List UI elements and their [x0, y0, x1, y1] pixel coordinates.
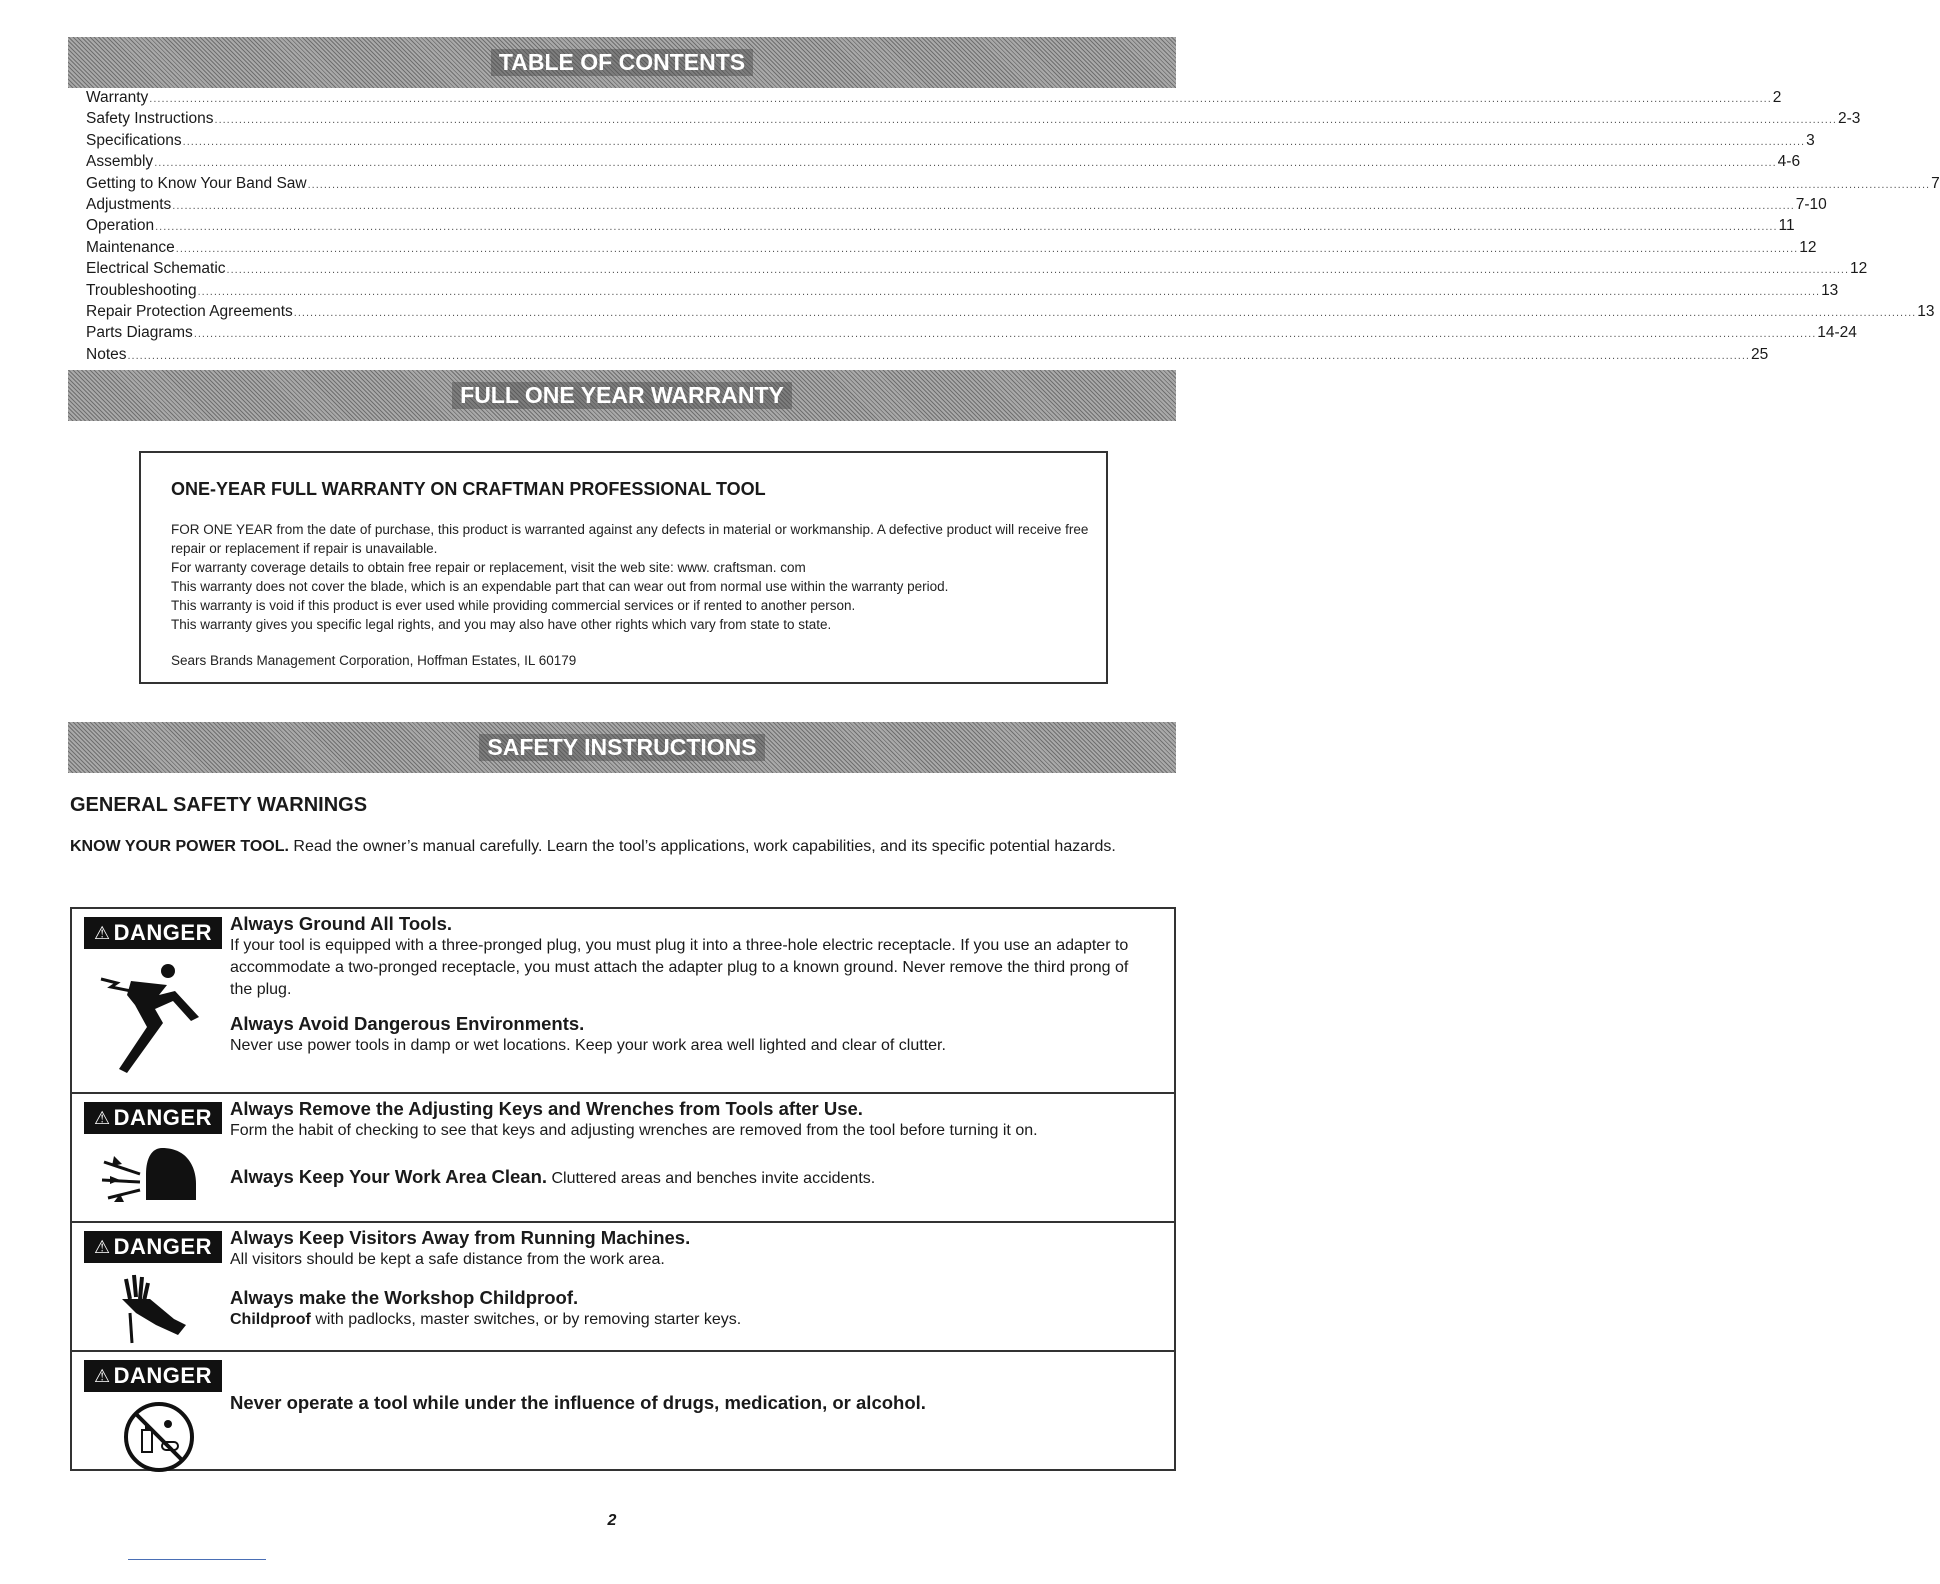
toc-leader-dots: ................................................................................................................................................................................................................................................................................................................................................................................................................ [197, 285, 1821, 298]
toc-leader-dots: ................................................................................................................................................................................................................................................................................................................................................................................................................ [307, 178, 1931, 191]
toc-entry-page: 2 [1772, 89, 1782, 106]
toc-entry-page: 4-6 [1777, 153, 1801, 171]
toc-entry [86, 174, 1940, 196]
warranty-paragraph: This warranty does not cover the blade, which is an expendable part that can wear out from normal use within the warranty period. [171, 579, 949, 594]
toc-entry-label: Adjustments [86, 195, 172, 213]
toc-leader-dots: ................................................................................................................................................................................................................................................................................................................................................................................................................ [226, 264, 1850, 277]
toc-entry-page: 12 [1799, 238, 1817, 256]
warning-triangle-icon: ⚠ [94, 1107, 111, 1128]
table-of-contents [86, 89, 1940, 367]
toc-entry-label: Parts Diagrams [86, 324, 193, 342]
know-your-tool-text: Read the owner’s manual carefully. Learn the tool’s applications, work capabilities, and its specific potential hazards. [288, 838, 1116, 855]
warranty-title: ONE-YEAR FULL WARRANTY ON CRAFTMAN PROFESSIONAL TOOL [171, 479, 766, 499]
toc-entry [86, 153, 1801, 174]
toc-entry-label: Safety Instructions [86, 110, 214, 128]
danger-text: Form the habit of checking to see that keys and adjusting wrenches are removed from the tool before turning it on. [230, 1122, 1038, 1139]
toc-entry-page: 3 [1806, 131, 1815, 149]
toc-leader-dots: ................................................................................................................................................................................................................................................................................................................................................................................................................ [127, 349, 1750, 362]
toc-entry-page: 25 [1750, 345, 1769, 363]
danger-label: DANGER [113, 1363, 212, 1388]
toc-banner [68, 37, 1176, 88]
danger-badge [84, 917, 222, 949]
danger-content [230, 1098, 1154, 1190]
danger-heading: Always Keep Your Work Area Clean. [230, 1166, 548, 1187]
toc-leader-dots: ................................................................................................................................................................................................................................................................................................................................................................................................................ [293, 306, 1917, 319]
toc-entry-label: Electrical Schematic [86, 260, 226, 278]
page-number: 2 [607, 1512, 617, 1529]
danger-heading: Always Remove the Adjusting Keys and Wrenches from Tools after Use. [230, 1098, 863, 1119]
toc-entry [86, 324, 1857, 345]
toc-leader-dots: ................................................................................................................................................................................................................................................................................................................................................................................................................ [154, 157, 1777, 170]
toc-entry-label: Getting to Know Your Band Saw [86, 174, 307, 192]
danger-text: with padlocks, master switches, or by removing starter keys. [310, 1311, 742, 1328]
danger-box-grounding [70, 907, 1176, 1094]
danger-heading: Never operate a tool while under the influence of drugs, medication, or alcohol. [230, 1392, 926, 1413]
toc-entry [86, 195, 1827, 217]
toc-banner-title: TABLE OF CONTENTS [491, 49, 753, 76]
know-your-tool-paragraph [70, 835, 1150, 858]
toc-leader-dots: ................................................................................................................................................................................................................................................................................................................................................................................................................ [172, 199, 1795, 212]
warranty-text [171, 520, 1091, 634]
toc-entry [86, 217, 1795, 238]
danger-heading: Always Ground All Tools. [230, 913, 453, 934]
toc-entry-page: 2-3 [1837, 110, 1861, 128]
danger-content [230, 1227, 1154, 1331]
toc-leader-dots: ................................................................................................................................................................................................................................................................................................................................................................................................................ [214, 114, 1837, 127]
toc-leader-dots: ................................................................................................................................................................................................................................................................................................................................................................................................................ [175, 242, 1799, 255]
danger-content [230, 1392, 1154, 1414]
warranty-paragraph: FOR ONE YEAR from the date of purchase, this product is warranted against any defects in material or workmanship. A defective product will receive free repair or replacement if repair is unavailable. [171, 522, 1089, 556]
warranty-box [139, 451, 1108, 684]
danger-text-bold: Childproof [230, 1311, 311, 1328]
toc-entry-page: 11 [1778, 217, 1795, 235]
toc-entry-label: Notes [86, 345, 127, 363]
danger-text: Never use power tools in damp or wet locations. Keep your work area well lighted and clear of clutter. [230, 1037, 946, 1054]
toc-leader-dots: ................................................................................................................................................................................................................................................................................................................................................................................................................ [149, 93, 1772, 105]
danger-label: DANGER [113, 1234, 212, 1259]
know-your-tool-lead: KNOW YOUR POWER TOOL. [70, 838, 289, 855]
toc-leader-dots: ................................................................................................................................................................................................................................................................................................................................................................................................................ [155, 221, 1778, 234]
danger-badge [84, 1231, 222, 1263]
warning-triangle-icon: ⚠ [94, 922, 111, 943]
toc-entry-label: Repair Protection Agreements [86, 302, 293, 320]
hand-injury-icon [112, 1273, 192, 1345]
danger-heading: Always Keep Visitors Away from Running Machines. [230, 1227, 691, 1248]
warranty-banner [68, 370, 1176, 421]
danger-text: All visitors should be kept a safe distance from the work area. [230, 1251, 665, 1268]
warranty-banner-title: FULL ONE YEAR WARRANTY [452, 382, 792, 409]
warranty-paragraph: This warranty gives you specific legal rights, and you may also have other rights which vary from state to state. [171, 617, 832, 632]
toc-entry [86, 110, 1861, 131]
warranty-paragraph: This warranty is void if this product is ever used while providing commercial services or if rented to another person. [171, 598, 856, 613]
danger-heading: Always make the Workshop Childproof. [230, 1287, 579, 1308]
danger-heading: Always Avoid Dangerous Environments. [230, 1013, 585, 1034]
toc-entry-page: 7 [1931, 174, 1940, 192]
danger-line [230, 1166, 1154, 1190]
general-safety-heading: GENERAL SAFETY WARNINGS [70, 794, 368, 816]
toc-entry-page: 12 [1850, 260, 1868, 278]
toc-leader-dots: ................................................................................................................................................................................................................................................................................................................................................................................................................ [182, 135, 1806, 148]
toc-entry-label: Assembly [86, 153, 154, 171]
toc-entry-page: 14-24 [1817, 324, 1857, 342]
danger-badge [84, 1360, 222, 1392]
toc-entry-label: Operation [86, 217, 155, 235]
toc-entry-page: 13 [1917, 302, 1935, 320]
toc-entry [86, 345, 1769, 367]
toc-entry-label: Warranty [86, 89, 149, 106]
warranty-address: Sears Brands Management Corporation, Hoffman Estates, IL 60179 [171, 653, 577, 668]
footer-rule [128, 1559, 266, 1560]
danger-box-visitors [70, 1221, 1176, 1352]
danger-content [230, 913, 1154, 1057]
danger-badge [84, 1102, 222, 1134]
toc-leader-dots: ................................................................................................................................................................................................................................................................................................................................................................................................................ [193, 328, 1817, 341]
toc-entry-label: Troubleshooting [86, 281, 197, 299]
danger-box-drugs [70, 1350, 1176, 1471]
toc-entry [86, 238, 1817, 260]
safety-banner-title: SAFETY INSTRUCTIONS [479, 734, 764, 761]
toc-entry [86, 260, 1868, 281]
danger-line [230, 1309, 1154, 1331]
toc-entry-label: Maintenance [86, 238, 175, 256]
danger-text: If your tool is equipped with a three-pronged plug, you must plug it into a three-hole electric receptacle. If you use an adapter to accommodate a two-pronged receptacle, you must attach the adapter plug to a known ground. Never remove the third prong of the plug. [230, 937, 1129, 998]
toc-entry [86, 281, 1839, 303]
toc-entry [86, 89, 1782, 110]
toc-entry-page: 13 [1821, 281, 1839, 299]
warning-triangle-icon: ⚠ [94, 1365, 111, 1386]
toc-entry-page: 7-10 [1795, 195, 1827, 213]
danger-label: DANGER [113, 1105, 212, 1130]
danger-box-keys [70, 1092, 1176, 1223]
electric-shock-icon [97, 961, 207, 1071]
danger-label: DANGER [113, 920, 212, 945]
no-drugs-alcohol-icon [120, 1398, 198, 1476]
toc-entry [86, 131, 1815, 153]
warranty-paragraph: For warranty coverage details to obtain free repair or replacement, visit the web site: www. craftsman. com [171, 560, 806, 575]
toc-entry-label: Specifications [86, 131, 182, 149]
danger-text: Cluttered areas and benches invite accidents. [547, 1170, 876, 1187]
toc-entry [86, 302, 1935, 324]
warning-triangle-icon: ⚠ [94, 1236, 111, 1257]
projectile-hazard-icon [100, 1144, 200, 1214]
safety-banner [68, 722, 1176, 773]
